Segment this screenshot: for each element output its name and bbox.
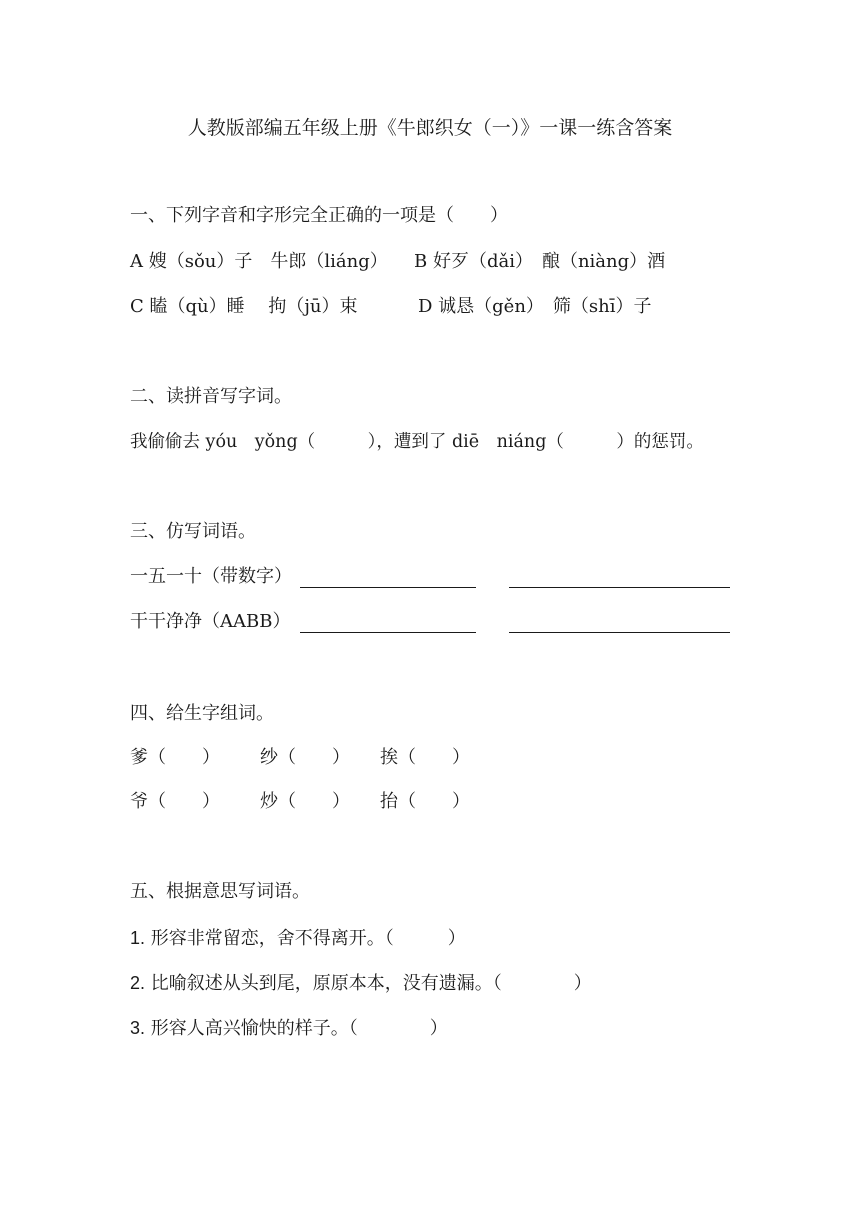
q3-row-2-label: 干干净净（AABB） xyxy=(130,611,291,632)
q1-options-row-2 xyxy=(130,295,730,319)
q4-item: 纱（ ） xyxy=(260,747,350,768)
q3-row-1-blank-2[interactable] xyxy=(509,587,730,588)
q3-row-1-blank-1[interactable] xyxy=(300,587,476,588)
q5-item-number: 1. xyxy=(130,928,146,948)
q1-option-a: A 嫂（sǒu）子 牛郎（liáng） xyxy=(130,251,388,272)
q1-option-c: C 瞌（qù）睡 拘（jū）束 xyxy=(130,296,358,317)
q4-item: 炒（ ） xyxy=(260,791,350,812)
q2-sentence: 我偷偷去 yóu yǒng（ ），遭到了 diē niáng（ ）的惩罚。 xyxy=(130,432,704,452)
q4-heading: 四、给生字组词。 xyxy=(130,703,274,724)
q5-item-number: 3. xyxy=(130,1018,146,1038)
q3-row-1-label: 一五一十（带数字） xyxy=(130,566,292,587)
q1-heading: 一、下列字音和字形完全正确的一项是（ ） xyxy=(130,205,508,226)
q4-item: 爷（ ） xyxy=(130,791,220,812)
q3-heading: 三、仿写词语。 xyxy=(130,521,256,542)
q4-row-1 xyxy=(130,746,530,770)
q5-heading: 五、根据意思写词语。 xyxy=(130,881,310,902)
q1-option-d: D 诚恳（gěn） 筛（shī）子 xyxy=(418,296,652,317)
q4-row-2 xyxy=(130,790,530,814)
q5-item-text: 形容人高兴愉快的样子。（ ） xyxy=(150,1018,448,1039)
q1-option-b: B 好歹（dǎi） 酿（niàng）酒 xyxy=(414,251,666,272)
q5-item-text: 比喻叙述从头到尾，原原本本，没有遗漏。（ ） xyxy=(150,973,592,994)
q1-options-row-1 xyxy=(130,250,730,274)
q3-row-2-blank-2[interactable] xyxy=(509,632,730,633)
q5-item-3 xyxy=(130,1016,448,1041)
q5-item-1 xyxy=(130,926,466,951)
q4-item: 抬（ ） xyxy=(380,791,470,812)
q3-row-2-blank-1[interactable] xyxy=(300,632,476,633)
q5-item-text: 形容非常留恋，舍不得离开。（ ） xyxy=(150,928,466,949)
q5-item-number: 2. xyxy=(130,973,146,993)
q4-item: 挨（ ） xyxy=(380,747,470,768)
document-title: 人教版部编五年级上册《牛郎织女（一）》一课一练含答案 xyxy=(187,117,673,139)
q2-heading: 二、读拼音写字词。 xyxy=(130,386,292,407)
q5-item-2 xyxy=(130,971,592,996)
q4-item: 爹（ ） xyxy=(130,747,220,768)
